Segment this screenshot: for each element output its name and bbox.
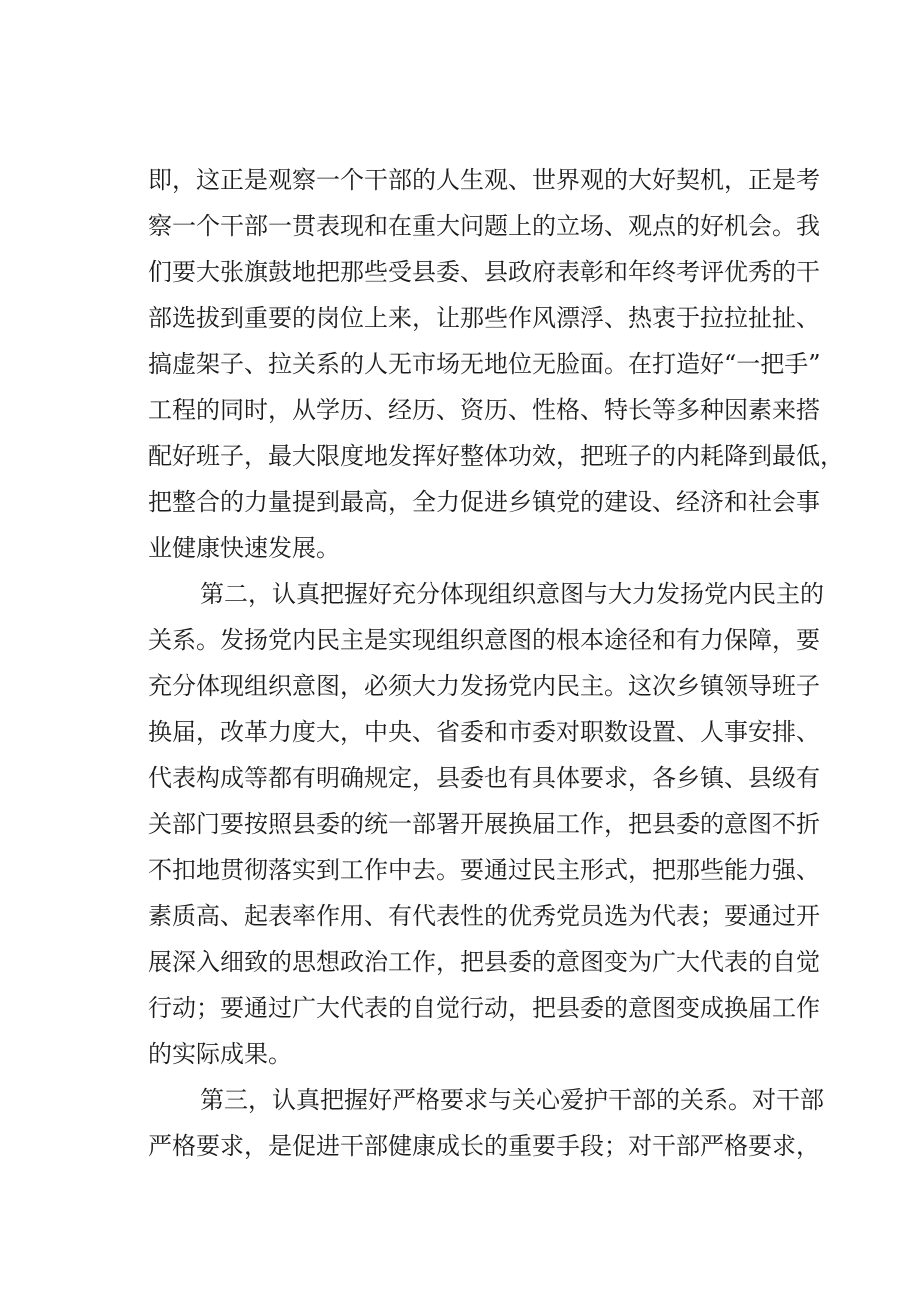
text-line: 不扣地贯彻落实到工作中去。要通过民主形式，把那些能力强、 — [148, 856, 820, 884]
text-line: 行动；要通过广大代表的自觉行动，把县委的意图变成换届工作 — [148, 994, 820, 1022]
text-line: 把整合的力量提到最高，全力促进乡镇党的建设、经济和社会事 — [148, 488, 820, 516]
text-line: 察一个干部一贯表现和在重大问题上的立场、观点的好机会。我 — [148, 212, 820, 240]
text-line: 素质高、起表率作用、有代表性的优秀党员选为代表；要通过开 — [148, 902, 820, 930]
text-line: 展深入细致的思想政治工作，把县委的意图变为广大代表的自觉 — [148, 948, 820, 976]
text-line: 第三，认真把握好严格要求与关心爱护干部的关系。对干部 — [200, 1086, 824, 1114]
text-line: 第二，认真把握好充分体现组织意图与大力发扬党内民主的 — [200, 580, 824, 608]
paragraph-second — [148, 571, 824, 1077]
text-line: 的实际成果。 — [148, 1040, 292, 1068]
text-line: 们要大张旗鼓地把那些受县委、县政府表彰和年终考评优秀的干 — [148, 258, 820, 286]
text-line: 关系。发扬党内民主是实现组织意图的根本途径和有力保障，要 — [148, 626, 820, 654]
text-line: 关部门要按照县委的统一部署开展换届工作，把县委的意图不折 — [148, 810, 820, 838]
paragraph-continued — [148, 157, 844, 571]
text-line: 充分体现组织意图，必须大力发扬党内民主。这次乡镇领导班子 — [148, 672, 820, 700]
text-line: 业健康快速发展。 — [148, 534, 340, 562]
text-line: 严格要求，是促进干部健康成长的重要手段；对干部严格要求， — [148, 1132, 820, 1160]
paragraph-third — [148, 1077, 824, 1169]
text-line: 部选拔到重要的岗位上来，让那些作风漂浮、热衷于拉拉扯扯、 — [148, 304, 820, 332]
text-line: 即，这正是观察一个干部的人生观、世界观的大好契机，正是考 — [148, 166, 820, 194]
text-line: 搞虚架子、拉关系的人无市场无地位无脸面。在打造好“一把手” — [148, 350, 821, 378]
text-line: 换届，改革力度大，中央、省委和市委对职数设置、人事安排、 — [148, 718, 820, 746]
text-line: 配好班子，最大限度地发挥好整体功效，把班子的内耗降到最低， — [148, 442, 844, 470]
text-line: 代表构成等都有明确规定，县委也有具体要求，各乡镇、县级有 — [148, 764, 820, 792]
text-line: 工程的同时，从学历、经历、资历、性格、特长等多种因素来搭 — [148, 396, 820, 424]
